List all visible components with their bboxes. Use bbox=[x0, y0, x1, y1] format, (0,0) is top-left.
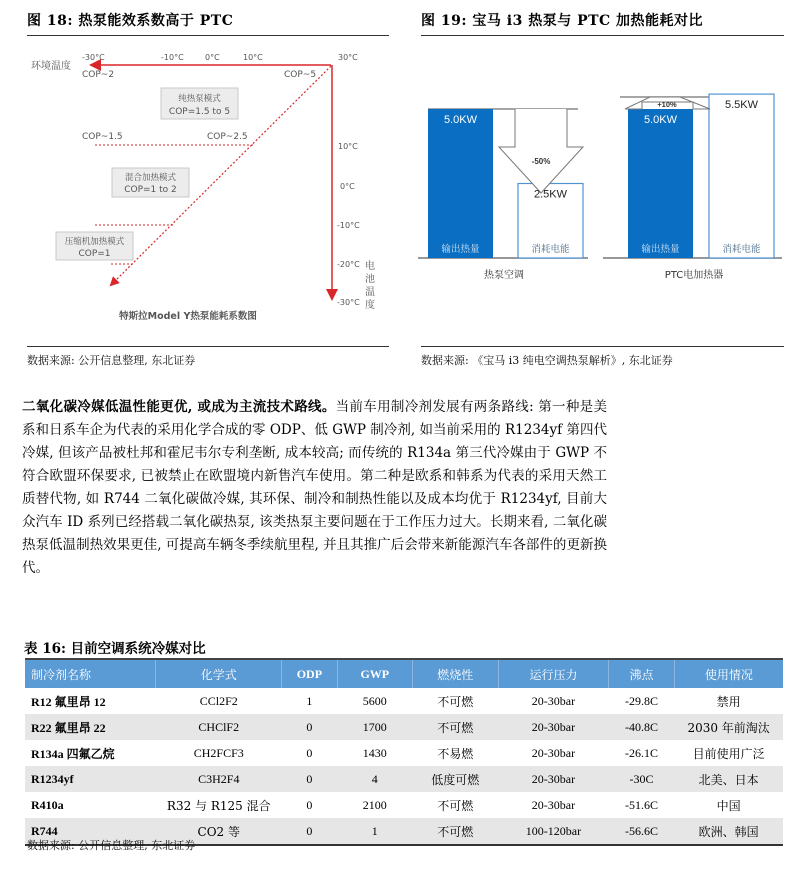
table-cell: 5600 bbox=[362, 693, 387, 708]
table-cell: 2030 年前淘汰 bbox=[674, 714, 783, 740]
cop-1-5-label: COP~1.5 bbox=[82, 132, 123, 142]
table-cell: 低度可燃 bbox=[413, 766, 499, 792]
bar-heat-pump-output bbox=[428, 109, 493, 258]
label-ptc-consumption: 5.5KW bbox=[724, 99, 759, 112]
mode-name: 压缩机加热模式 bbox=[64, 237, 125, 247]
mode-name: 混合加热模式 bbox=[124, 173, 177, 183]
table-cell: R32 与 R125 混合 bbox=[166, 798, 271, 813]
mode-cop: COP=1 to 2 bbox=[124, 185, 177, 195]
table-cell: 1 bbox=[306, 693, 313, 708]
top-tick: -10°C bbox=[161, 53, 184, 62]
label-heat-pump-output: 5.0KW bbox=[443, 114, 478, 126]
table-cell: CHClF2 bbox=[156, 714, 282, 740]
table-cell: 2100 bbox=[362, 797, 387, 812]
mode-cop: COP=1 bbox=[78, 249, 111, 259]
right-tick: -30°C bbox=[337, 298, 360, 307]
figure-18-title-rule bbox=[27, 35, 389, 36]
table-cell: 不可燃 bbox=[437, 694, 474, 709]
series-label-consumption: 消耗电能 bbox=[531, 244, 570, 255]
table-cell: -40.8C bbox=[609, 714, 674, 740]
table-cell: CO2 等 bbox=[156, 818, 282, 845]
table-cell: 0 bbox=[282, 818, 337, 845]
table-cell: 0 bbox=[306, 745, 313, 760]
table-row bbox=[25, 688, 783, 714]
table-cell: 禁用 bbox=[716, 694, 741, 709]
top-tick: 30°C bbox=[338, 53, 358, 62]
table-row bbox=[25, 766, 783, 792]
table-cell: 20-30bar bbox=[498, 766, 609, 792]
table-cell: C3H2F4 bbox=[156, 766, 282, 792]
series-label-output: 输出热量 bbox=[641, 244, 680, 255]
figure-18-source: 数据来源: 公开信息整理, 东北证券 bbox=[27, 354, 196, 367]
top-tick: 0°C bbox=[205, 53, 220, 62]
figure-18-diagram bbox=[25, 45, 395, 325]
table-cell: 100-120bar bbox=[498, 818, 609, 845]
battery-label-char: 池 bbox=[365, 274, 375, 285]
table-cell: 欧洲、韩国 bbox=[674, 818, 783, 845]
right-tick: -10°C bbox=[337, 221, 360, 230]
series-label-consumption: 消耗电能 bbox=[722, 244, 761, 255]
refrigerant-comparison-table bbox=[25, 658, 783, 846]
paragraph-lead: 二氧化碳冷媒低温性能更优, 或成为主流技术路线。 bbox=[22, 399, 336, 415]
table-16-title: 表 16: 目前空调系统冷媒对比 bbox=[24, 641, 206, 657]
table-cell: 不可燃 bbox=[437, 798, 474, 813]
top-tick: -30°C bbox=[82, 53, 105, 62]
category-label-heat-pump: 热泵空调 bbox=[484, 270, 524, 281]
column-header: GWP bbox=[337, 659, 412, 688]
label-heat-pump-consumption: 2.5KW bbox=[533, 188, 568, 201]
mode-name: 纯热泵模式 bbox=[178, 94, 221, 104]
table-16-source: 数据来源: 公开信息整理, 东北证券 bbox=[27, 839, 196, 852]
column-header: 沸点 bbox=[609, 659, 674, 688]
series-label-output: 输出热量 bbox=[441, 244, 480, 255]
battery-label-char: 度 bbox=[365, 300, 375, 311]
table-cell: 0 bbox=[282, 714, 337, 740]
annotation-plus-10: +10% bbox=[657, 100, 677, 109]
table-header-row bbox=[25, 659, 783, 688]
table-cell: 20-30bar bbox=[498, 714, 609, 740]
table-cell: CH2FCF3 bbox=[193, 745, 244, 760]
table-cell: R744 bbox=[25, 818, 156, 845]
battery-label-char: 电 bbox=[365, 261, 375, 272]
column-header: ODP bbox=[282, 659, 337, 688]
table-cell: 不可燃 bbox=[413, 714, 499, 740]
paragraph-body: 当前车用制冷剂发展有两条路线: 第一种是美系和日系车企为代表的采用化学合成的零 ODP、低 GWP 制冷剂, 如当前采用的 R1234yf 第四代冷媒, 但该产品被杜邦和霍尼韦尔专利垄断, 成本较高; 而传统的 R134a 第三代冷媒由于 GWP 不符合欧盟环保要求, 已被禁止在欧盟境内新售汽车使用。第二种是欧系和韩系为代表的采用天然工质替代物, 如 R744 二氧化碳做冷媒, 其环保、制冷和制热性能以及成本均优于 R1234yf, 目前大众汽车 ID 系列已经搭载二氧化碳热泵, 该类热泵主要问题在于工作压力过大。长期来看, 二氧化碳热泵低温制热效果更佳, 可提高车辆冬季续航里程, 并且其推广后会带来新能源汽车各部件的更新换代。 bbox=[22, 399, 607, 576]
table-cell: R12 氟里昂 12 bbox=[31, 694, 106, 709]
figure-19-source: 数据来源: 《宝马 i3 纯电空调热泵解析》, 东北证券 bbox=[421, 354, 673, 367]
bar-ptc-consumption bbox=[709, 94, 774, 258]
ambient-temp-label: 环境温度 bbox=[31, 61, 71, 72]
right-tick: 10°C bbox=[338, 142, 358, 151]
table-cell: 不易燃 bbox=[437, 746, 474, 761]
table-row bbox=[25, 740, 783, 766]
mode-box-hybrid-heating bbox=[112, 168, 189, 197]
battery-label-char: 温 bbox=[365, 287, 375, 298]
figure-19-source-rule bbox=[421, 346, 784, 347]
right-tick: 0°C bbox=[340, 182, 355, 191]
table-cell: 中国 bbox=[716, 798, 741, 813]
diagram-caption: 特斯拉Model Y热泵能耗系数图 bbox=[119, 311, 257, 322]
body-paragraph bbox=[22, 396, 607, 580]
table-cell: 20-30bar bbox=[531, 693, 576, 708]
category-label-ptc: PTC电加热器 bbox=[664, 270, 724, 281]
table-cell: 1700 bbox=[337, 714, 412, 740]
table-cell: 0 bbox=[282, 766, 337, 792]
table-cell: -56.6C bbox=[609, 818, 674, 845]
table-cell: 0 bbox=[306, 797, 313, 812]
table-cell: 1430 bbox=[362, 745, 387, 760]
cop-2-5-label: COP~2.5 bbox=[207, 132, 248, 142]
column-header: 运行压力 bbox=[498, 659, 609, 688]
table-cell: -29.8C bbox=[625, 693, 659, 708]
table-cell: 北美、日本 bbox=[674, 766, 783, 792]
bar-ptc-output bbox=[628, 109, 693, 258]
top-tick: 10°C bbox=[243, 53, 263, 62]
table-cell: 4 bbox=[337, 766, 412, 792]
table-row bbox=[25, 714, 783, 740]
figure-19-title-rule bbox=[421, 35, 784, 36]
table-cell: R22 氟里昂 22 bbox=[25, 714, 156, 740]
column-header: 燃烧性 bbox=[413, 659, 499, 688]
figure-18-source-rule bbox=[27, 346, 389, 347]
column-header: 使用情况 bbox=[674, 659, 783, 688]
table-cell: -51.6C bbox=[625, 797, 659, 812]
figure-18-title: 图 18: 热泵能效系数高于 PTC bbox=[27, 13, 234, 29]
table-cell: R410a bbox=[31, 797, 64, 812]
column-header: 化学式 bbox=[156, 659, 282, 688]
cop-5-label: COP~5 bbox=[284, 70, 317, 80]
annotation-minus-50: -50% bbox=[531, 157, 551, 166]
table-cell: 1 bbox=[337, 818, 412, 845]
mode-cop: COP=1.5 to 5 bbox=[168, 107, 231, 117]
table-cell: 不可燃 bbox=[413, 818, 499, 845]
table-cell: -26.1C bbox=[625, 745, 659, 760]
mode-box-pure-heat-pump bbox=[161, 88, 238, 119]
column-header: 制冷剂名称 bbox=[25, 659, 156, 688]
table-cell: R134a 四氟乙烷 bbox=[31, 746, 115, 761]
label-ptc-output: 5.0KW bbox=[643, 114, 678, 126]
cop-2-label: COP~2 bbox=[82, 70, 115, 80]
table-cell: -30C bbox=[609, 766, 674, 792]
table-cell: 目前使用广泛 bbox=[692, 746, 765, 761]
table-cell: 20-30bar bbox=[531, 745, 576, 760]
decrease-arrow-icon bbox=[499, 109, 583, 193]
table-row bbox=[25, 792, 783, 818]
table-cell: R1234yf bbox=[25, 766, 156, 792]
table-cell: CCl2F2 bbox=[199, 693, 238, 708]
table-cell: 20-30bar bbox=[531, 797, 576, 812]
figure-19-title: 图 19: 宝马 i3 热泵与 PTC 加热能耗对比 bbox=[421, 13, 704, 29]
mode-box-compressor-heating bbox=[56, 232, 133, 260]
figure-19-chart bbox=[418, 40, 788, 300]
right-tick: -20°C bbox=[337, 260, 360, 269]
